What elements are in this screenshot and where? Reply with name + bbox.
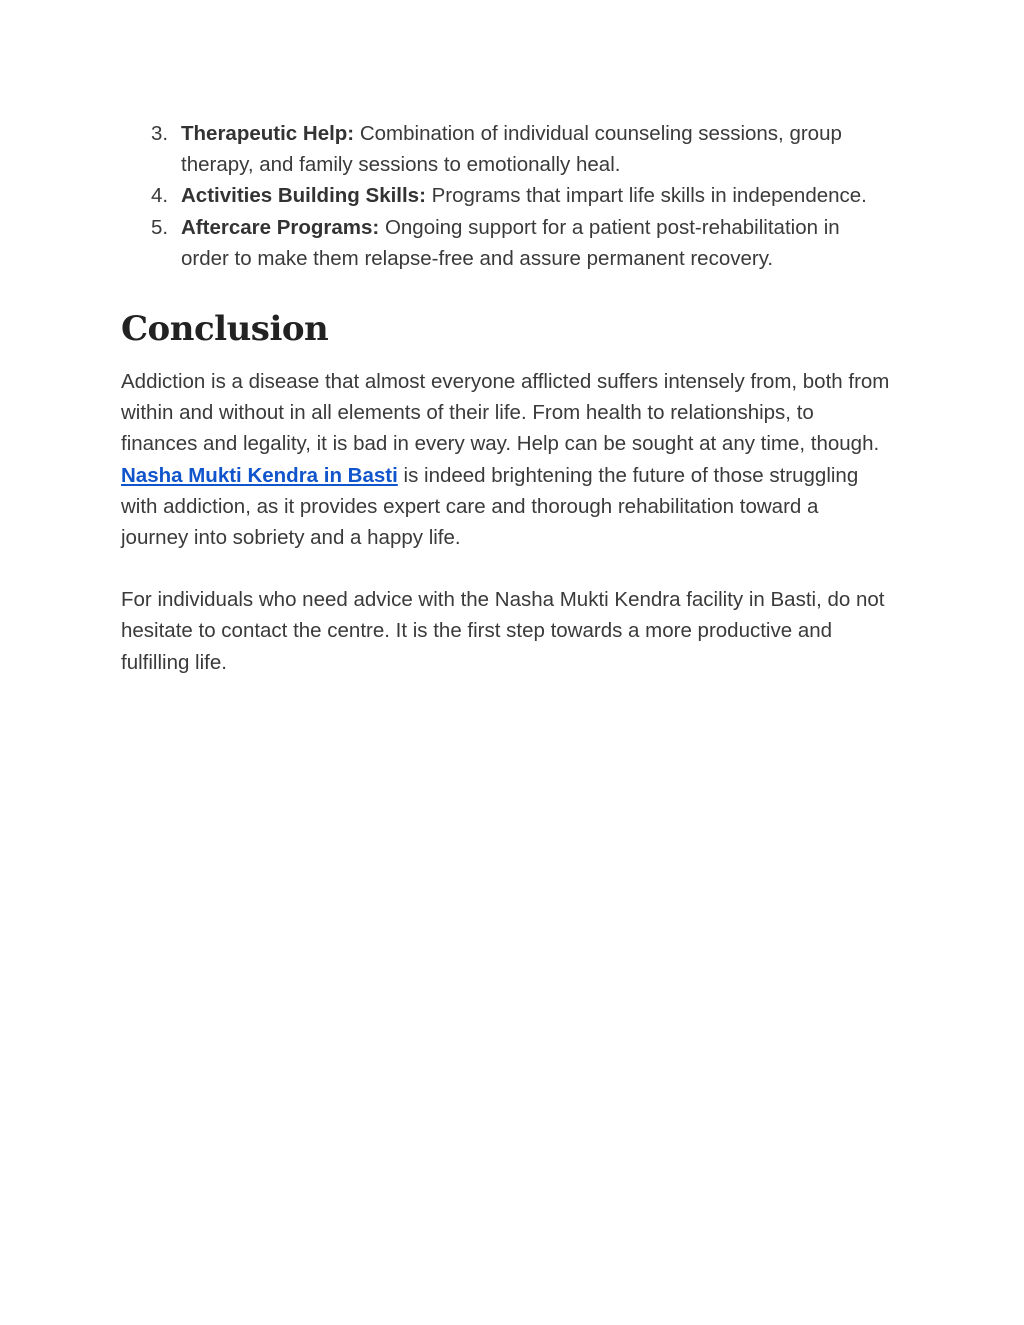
list-item-number: 5. — [151, 215, 169, 239]
conclusion-paragraph — [121, 366, 891, 553]
list-item-number: 3. — [151, 122, 169, 145]
conclusion-heading: Conclusion — [121, 309, 329, 350]
document-page — [121, 118, 891, 709]
list-item — [121, 180, 891, 211]
list-item-title: Aftercare Programs: — [181, 215, 380, 239]
list-item — [121, 212, 891, 274]
paragraph-text: Addiction is a disease that almost everyone afflicted suffers intensely from, both from within and without in all elements of their life. From health to relationships, to finances and legality, it is bad in every way. Help can be sought at any time, though. — [121, 370, 890, 456]
list-item-text: Programs that impart life skills in independence. — [425, 184, 867, 208]
contact-paragraph: For individuals who need advice with the Nasha Mukti Kendra facility in Basti, do not hesitate to contact the centre. It is the first step towards a more productive and fulfilling life. — [121, 588, 885, 674]
list-item-text: Ongoing support for a patient post-rehabilitation in order to make them relapse-free and assure permanent recovery. — [181, 215, 840, 270]
list-item-title: Activities Building Skills: — [181, 184, 426, 208]
paragraph-text: is indeed brightening the future of those struggling with addiction, as it provides expert care and thorough rehabilitation toward a journey into sobriety and a happy life. — [121, 463, 859, 550]
list-item-text: Combination of individual counseling sessions, group therapy, and family sessions to emotionally heal. — [181, 122, 842, 177]
list-item — [121, 118, 891, 180]
list-item-title: Therapeutic Help: — [181, 122, 355, 145]
nasha-mukti-kendra-link[interactable]: Nasha Mukti Kendra in Basti — [121, 463, 398, 487]
list-item-number: 4. — [151, 184, 169, 208]
numbered-list — [121, 118, 891, 274]
